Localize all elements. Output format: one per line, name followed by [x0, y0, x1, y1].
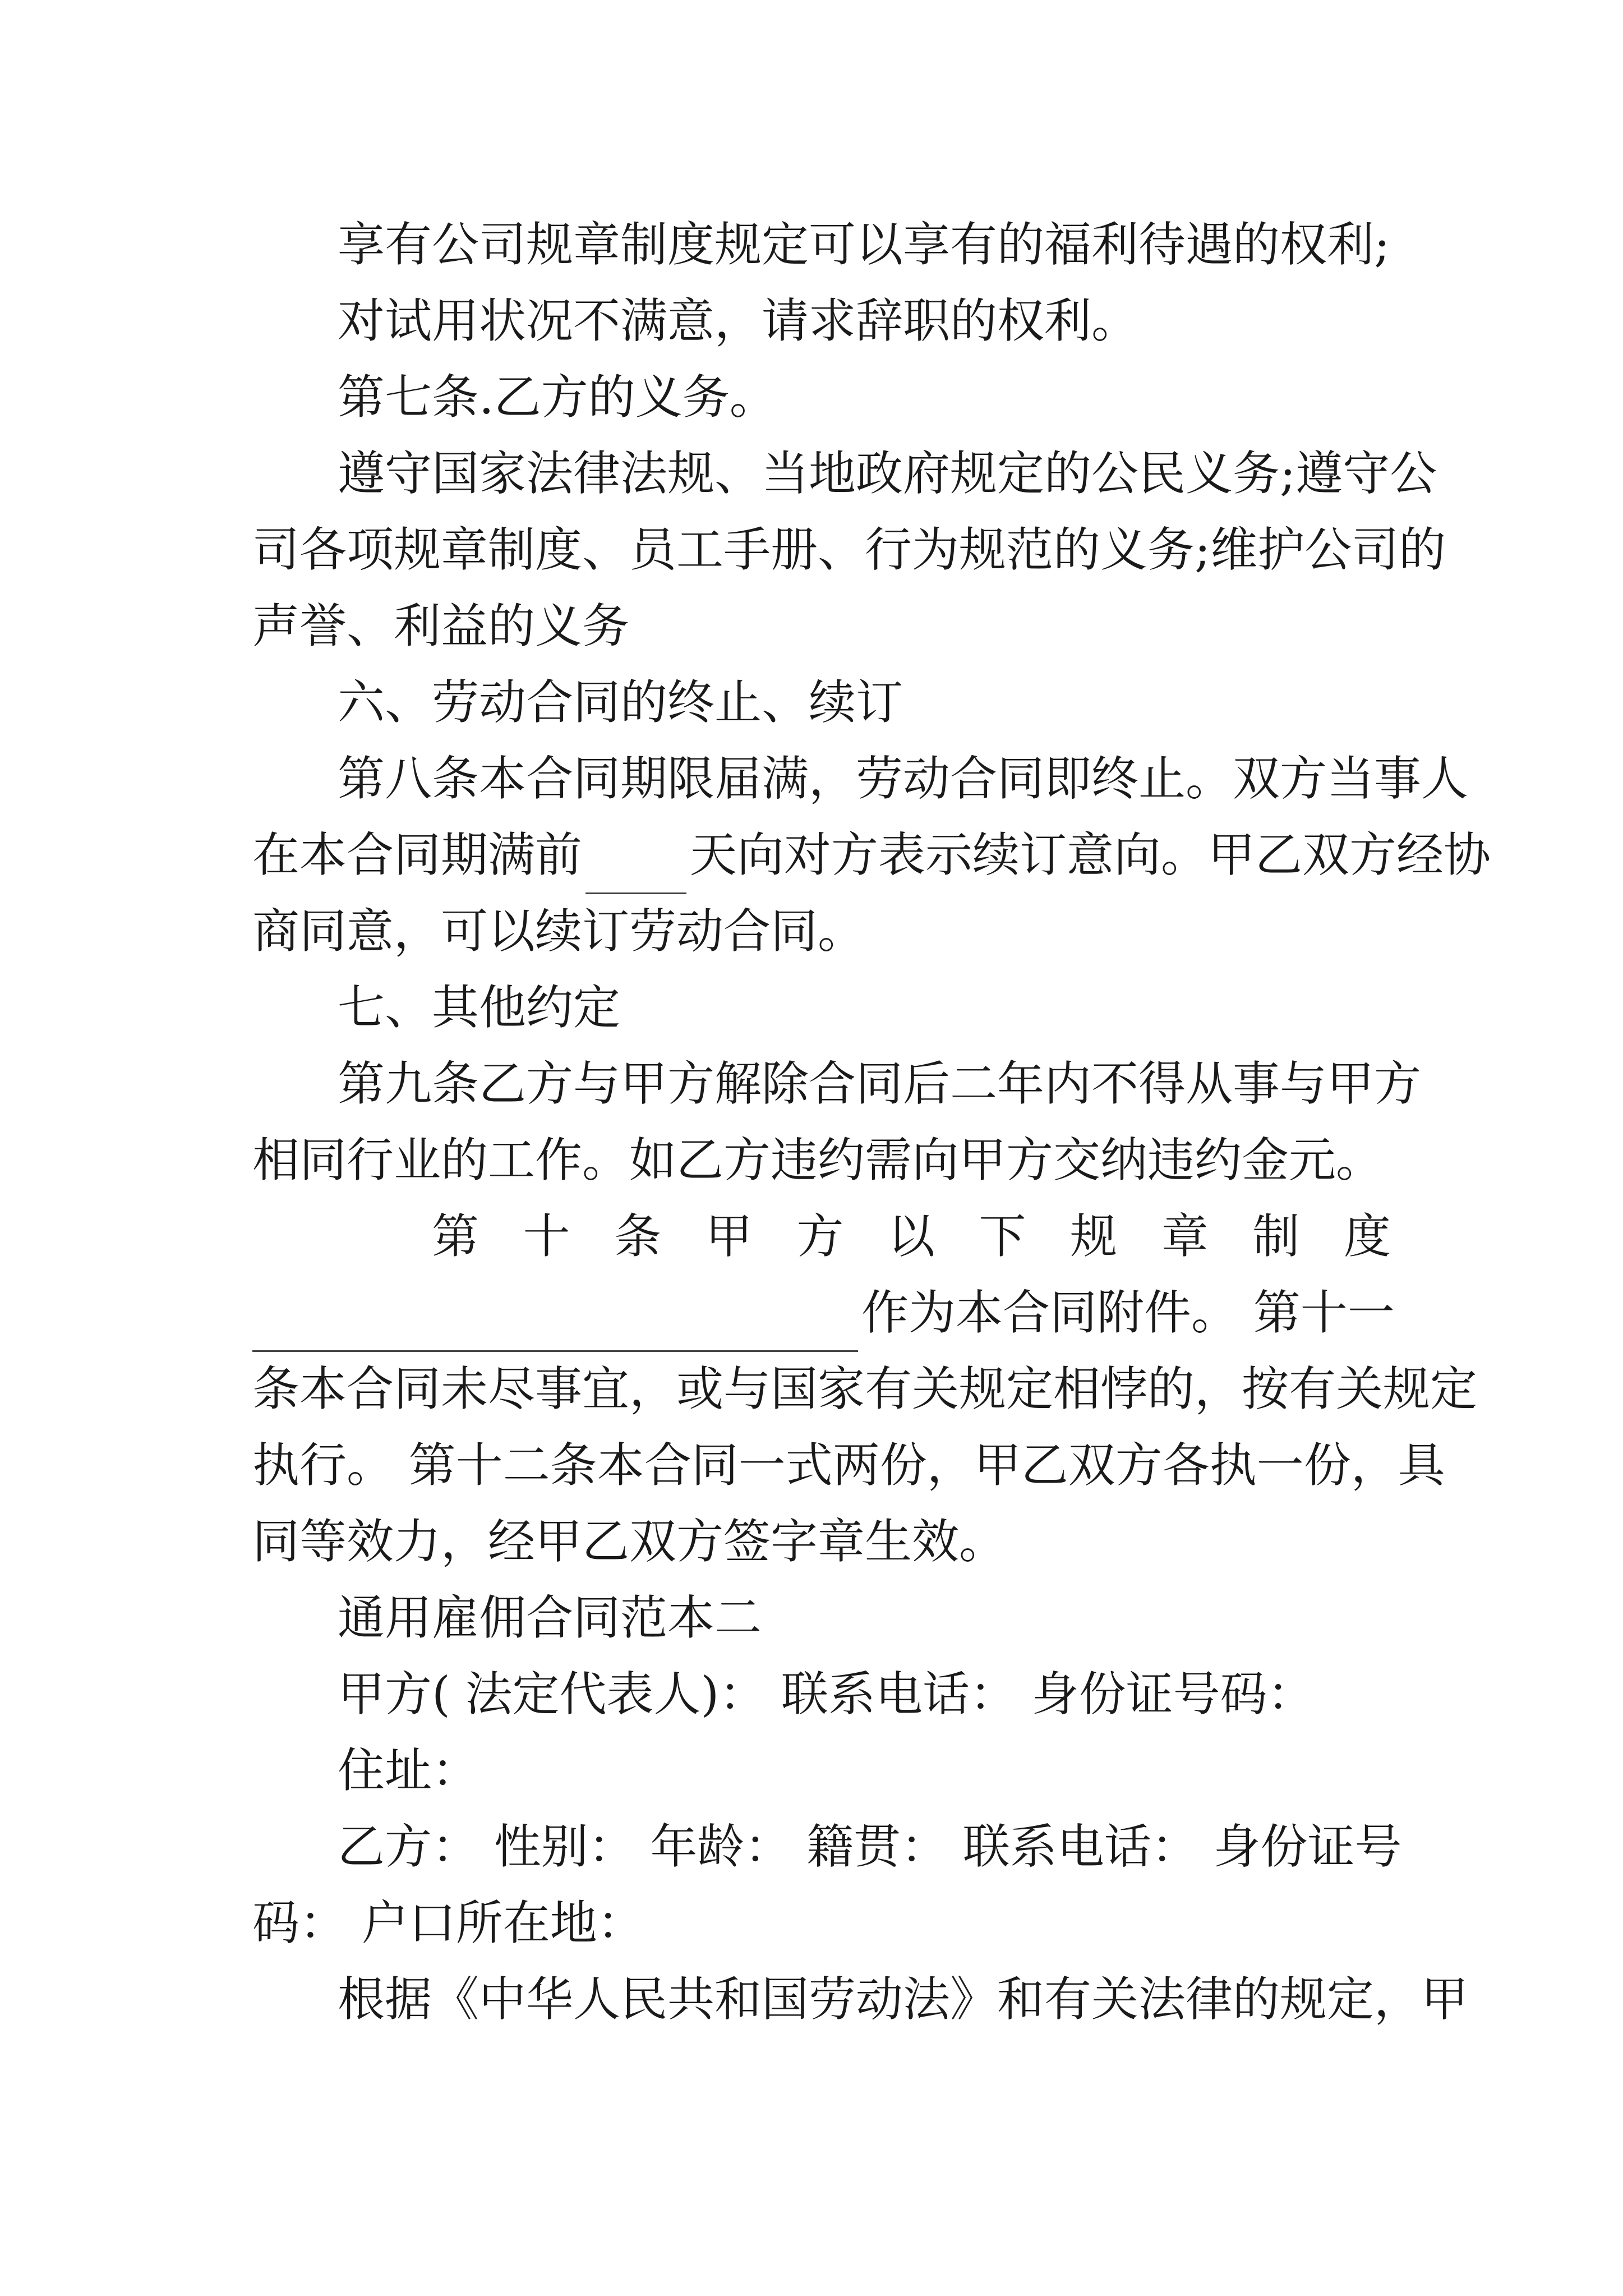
- section-heading: 七、其他约定: [338, 980, 621, 1035]
- text-line: 甲方( 法定代表人)： 联系电话： 身份证号码：: [338, 1667, 1315, 1722]
- text-line: [252, 816, 1491, 894]
- clause8-text-after: 天向对方表示续订意向。甲乙双方经协: [690, 827, 1491, 882]
- text-line: 商同意，可以续订劳动合同。: [252, 904, 865, 959]
- clause10-text-after: 作为本合同附件。 第十一: [861, 1285, 1395, 1340]
- clause10-char: 条: [614, 1209, 662, 1264]
- text-line: 对试用状况不满意，请求辞职的权利。: [338, 293, 1139, 348]
- text-line: 享有公司规章制度规定可以享有的福利待遇的权利;: [338, 217, 1390, 272]
- clause10-char: 方: [796, 1209, 844, 1264]
- text-line: 乙方： 性别： 年龄： 籍贯： 联系电话： 身份证号: [338, 1819, 1402, 1874]
- clause10-char: 以: [887, 1209, 935, 1264]
- text-line: 遵守国家法律法规、当地政府规定的公民义务;遵守公: [338, 446, 1437, 501]
- text-line: [252, 1273, 1395, 1352]
- section-heading: 六、劳动合同的终止、续订: [338, 675, 903, 730]
- clause10-char: 制: [1252, 1209, 1300, 1264]
- text-line: 住址：: [338, 1743, 479, 1798]
- section-heading: 通用雇佣合同范本二: [338, 1590, 762, 1645]
- clause8-text-before: 在本合同期满前: [252, 827, 583, 882]
- clause10-char: 章: [1161, 1209, 1209, 1264]
- section-heading: 第七条.乙方的义务。: [338, 370, 777, 425]
- clause10-char: 十: [523, 1209, 570, 1264]
- clause10-char: 下: [979, 1209, 1026, 1264]
- clause10-char: 度: [1343, 1209, 1391, 1264]
- blank-regulations-field: [252, 1300, 858, 1352]
- text-line: 第九条乙方与甲方解除合同后二年内不得从事与甲方: [338, 1056, 1422, 1111]
- blank-days-field: [585, 842, 686, 894]
- text-line: 条本合同未尽事宜，或与国家有关规定相悖的，按有关规定: [252, 1361, 1478, 1416]
- clause10-char: 第: [432, 1209, 479, 1264]
- text-line: 根据《中华人民共和国劳动法》和有关法律的规定，甲: [338, 1972, 1469, 2027]
- clause10-line: [252, 1197, 1391, 1276]
- text-line: 相同行业的工作。如乙方违约需向甲方交纳违约金元。: [252, 1133, 1384, 1188]
- text-line: 同等效力，经甲乙双方签字章生效。: [252, 1514, 1007, 1569]
- clause10-char: 甲: [705, 1209, 753, 1264]
- text-line: 码： 户口所在地：: [252, 1895, 644, 1950]
- text-line: 执行。 第十二条本合同一式两份，甲乙双方各执一份，具: [252, 1438, 1445, 1493]
- text-line: 司各项规章制度、员工手册、行为规范的义务;维护公司的: [252, 522, 1446, 577]
- text-line: 声誉、利益的义务: [252, 599, 630, 654]
- clause10-char: 规: [1070, 1209, 1118, 1264]
- text-line: 第八条本合同期限届满，劳动合同即终止。双方当事人: [338, 751, 1469, 806]
